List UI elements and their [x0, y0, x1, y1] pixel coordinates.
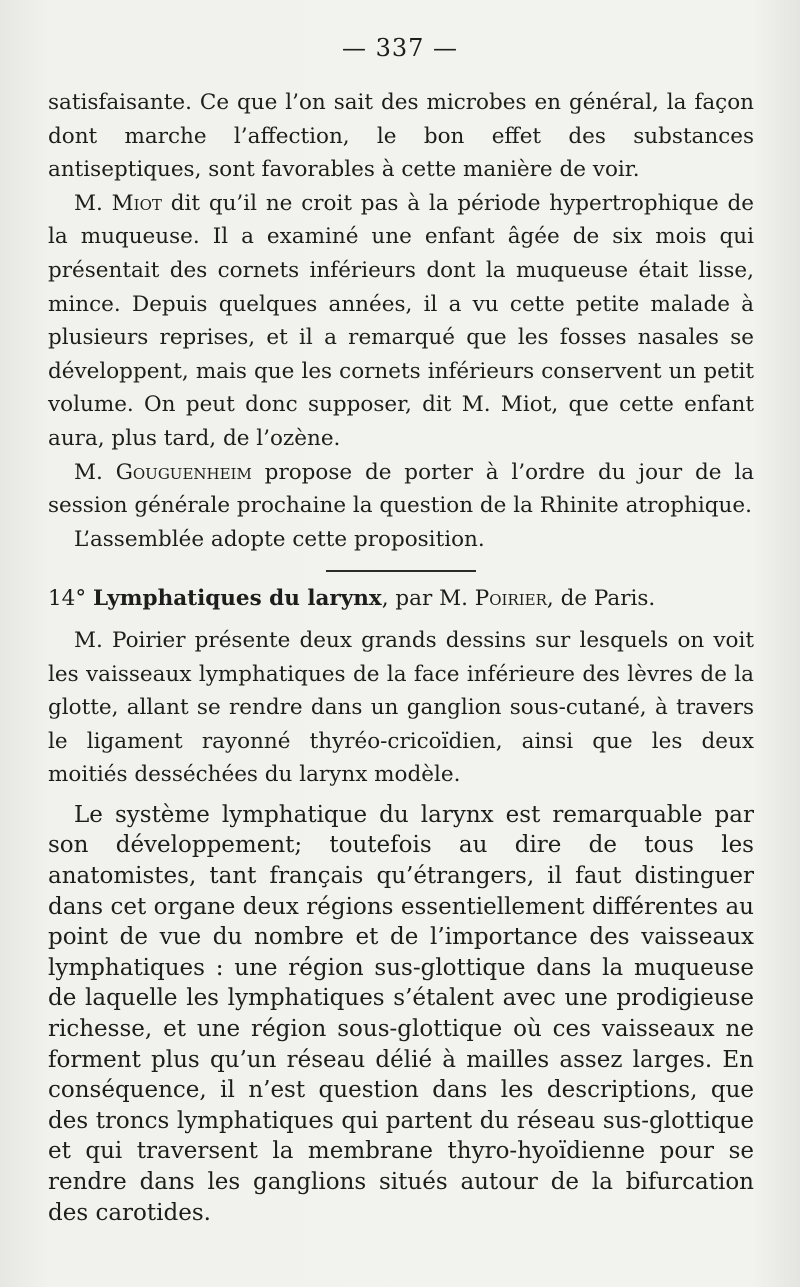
speaker-prefix: M.: [74, 190, 112, 216]
section-title: Lymphatiques du larynx: [92, 586, 382, 612]
speaker-prefix: M.: [74, 459, 116, 485]
paragraph-miot: [48, 187, 754, 456]
paragraph-lymphatic-system: Le système lymphatique du larynx est remarquable par son développement; toutefois au dire de tous les anatomistes, tant français qu’étrangers, il faut distinguer dans cet organe deux régions essentiellement différentes au point de vue du nombre et de l’importance des vaisseaux lymphatiques : une région sus-glottique dans la muqueuse de laquelle les lymphatiques s’étalent avec une prodigieuse richesse, et une région sous-glottique où ces vaisseaux ne forment plus qu’un réseau délié à mailles assez larges. En conséquence, il n’est question dans les descriptions, que des troncs lymphatiques qui partent du réseau sus-glottique et qui traversent la membrane thyro-hyoïdienne pour se rendre dans les ganglions situés autour de la bifurcation des carotides.: [48, 801, 754, 1226]
section-heading: [48, 582, 754, 616]
paragraph-poirier: M. Poirier présente deux grands dessins sur lesquels on voit les vaisseaux lymphatiques de la face inférieure des lèvres de la glotte, allant se rendre dans un ganglion sous-cutané, à travers le ligament rayonné thyréo-cricoïdien, ainsi que les deux moitiés desséchées du larynx modèle.: [48, 627, 754, 788]
speaker-name: Miot: [111, 190, 162, 216]
section-by: , par M.: [381, 586, 475, 612]
page-content: [48, 86, 754, 1228]
section-place: , de Paris.: [546, 586, 656, 612]
paragraph-text: dit qu’il ne croit pas à la période hypertrophique de la muqueuse. Il a examiné une enfant âgée de six mois qui présentait des cornets inférieurs dont la muqueuse était lisse, mince. Depuis quelques années, il a vu cette petite malade à plusieurs reprises, et il a remarqué que les fosses nasales se développent, mais que les cornets inférieurs conservent un petit volume. On peut donc supposer, dit M. Miot, que cette enfant aura, plus tard, de l’ozène.: [48, 190, 754, 451]
section-number: 14°: [48, 586, 93, 612]
speaker-name: Gouguenheim: [115, 459, 252, 485]
section-author: Poirier: [474, 586, 547, 612]
section-divider: [326, 570, 476, 572]
paragraph-text: propose de porter à l’ordre du jour de la session générale prochaine la question de la Rhinite atrophique.: [48, 459, 755, 519]
paragraph-gouguenheim: [48, 456, 754, 523]
paragraph-continuation: satisfaisante. Ce que l’on sait des microbes en général, la façon dont marche l’affection, le bon effet des substances antiseptiques, sont favorables à cette manière de voir.: [48, 90, 754, 183]
page-number: — 337 —: [341, 34, 459, 62]
paragraph-assembly: L’assemblée adopte cette proposition.: [74, 526, 485, 552]
